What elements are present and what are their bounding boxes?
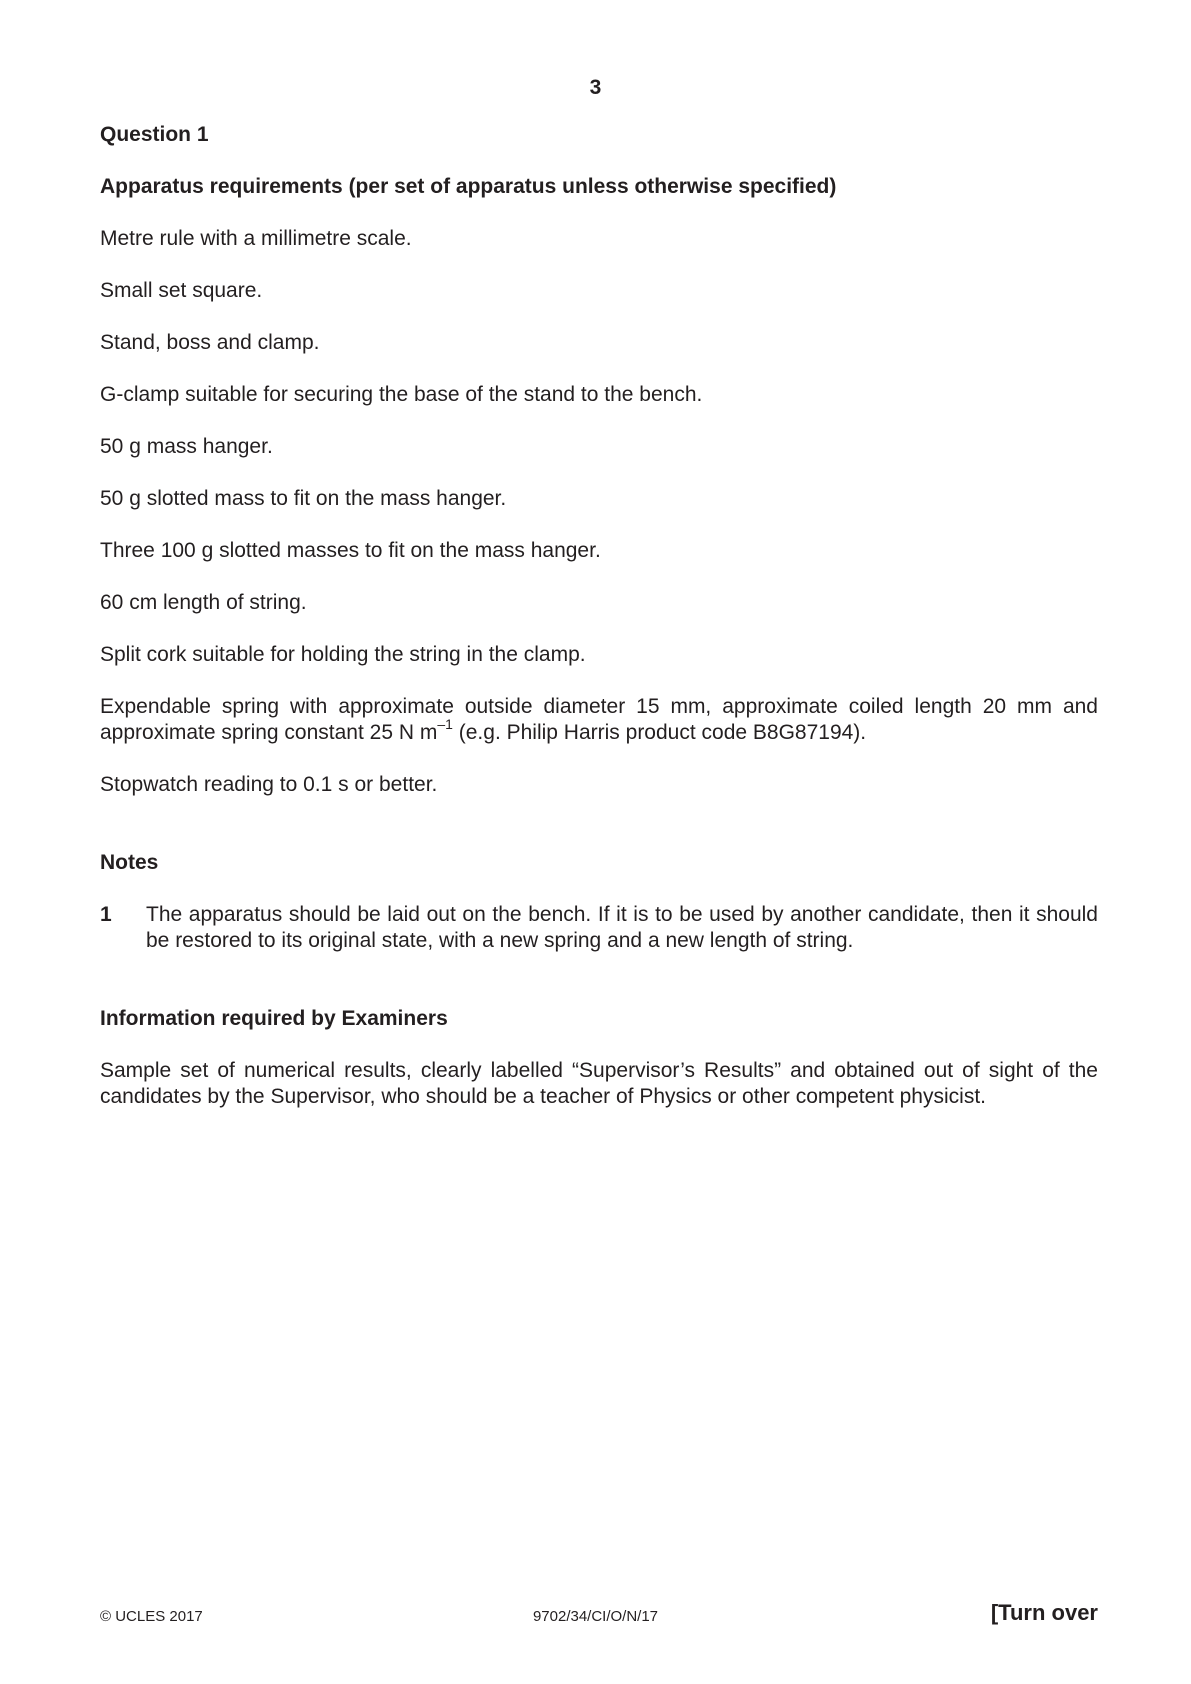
apparatus-item: 50 g mass hanger.	[100, 435, 273, 458]
notes-list	[100, 902, 1098, 954]
spring-text-main: Expendable spring with approximate outside diameter 15 mm, approximate coiled length 20 mm and approximate spring constant 25 N m	[100, 695, 1098, 744]
apparatus-item: Three 100 g slotted masses to fit on the mass hanger.	[100, 539, 601, 562]
apparatus-heading: Apparatus requirements (per set of apparatus unless otherwise specified)	[100, 175, 837, 198]
footer-copyright: © UCLES 2017	[100, 1608, 203, 1625]
note-text: The apparatus should be laid out on the bench. If it is to be used by another candidate, then it should be restored to its original state, with a new spring and a new length of string.	[146, 903, 1098, 952]
apparatus-item-stopwatch: Stopwatch reading to 0.1 s or better.	[100, 773, 438, 796]
info-heading: Information required by Examiners	[100, 1007, 448, 1030]
apparatus-item: Stand, boss and clamp.	[100, 331, 320, 354]
spring-unit-exponent: –1	[437, 716, 453, 732]
turn-over-label: [Turn over	[990, 1600, 1098, 1625]
apparatus-item: G-clamp suitable for securing the base of the stand to the bench.	[100, 383, 703, 406]
apparatus-item-spring	[100, 694, 1098, 746]
apparatus-item: Small set square.	[100, 279, 263, 302]
note-item	[100, 902, 1098, 954]
spring-text-tail: (e.g. Philip Harris product code B8G87194).	[452, 721, 867, 744]
footer-paper-code: 9702/34/CI/O/N/17	[532, 1608, 659, 1625]
notes-heading: Notes	[100, 851, 159, 874]
question-title: Question 1	[100, 123, 209, 146]
apparatus-item: Split cork suitable for holding the string in the clamp.	[100, 643, 586, 666]
note-number: 1	[100, 903, 112, 926]
page-number: 3	[589, 76, 602, 99]
apparatus-list	[100, 226, 1098, 668]
apparatus-item: Metre rule with a millimetre scale.	[100, 227, 412, 250]
apparatus-item: 50 g slotted mass to fit on the mass hanger.	[100, 487, 507, 510]
page-content	[100, 122, 1098, 1110]
apparatus-item: 60 cm length of string.	[100, 591, 307, 614]
info-text: Sample set of numerical results, clearly labelled “Supervisor’s Results” and obtained out of sight of the candidates by the Supervisor, who should be a teacher of Physics or other competent physicist.	[100, 1059, 1098, 1108]
